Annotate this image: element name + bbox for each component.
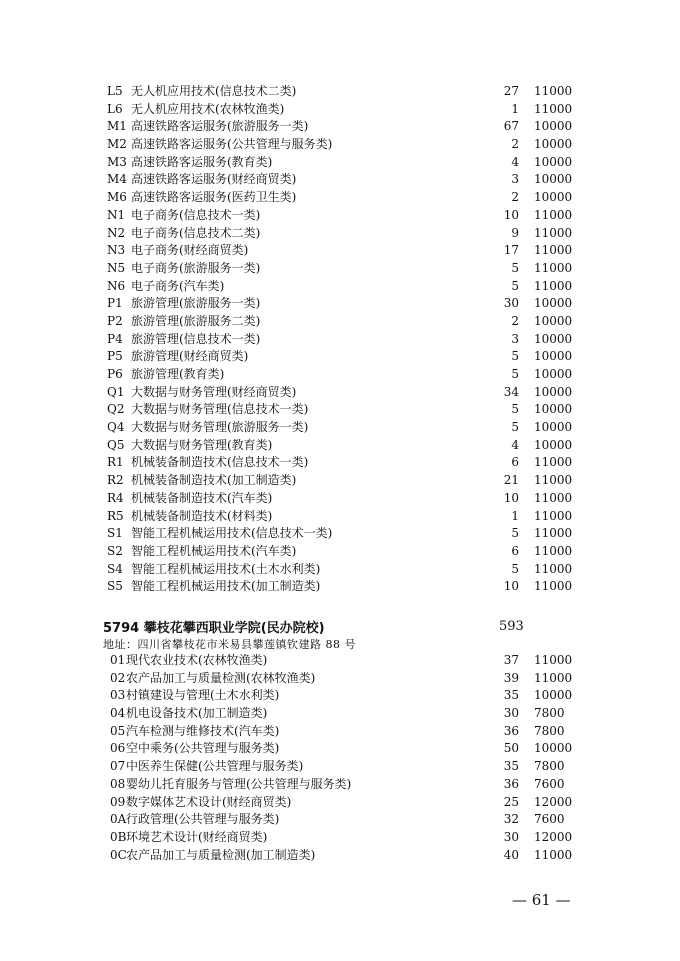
tuition-fee: 11000 bbox=[534, 653, 573, 667]
major-name: 机械装备制造技术(材料类) bbox=[131, 508, 273, 523]
major-code: M1 bbox=[107, 119, 127, 134]
major-code: P6 bbox=[107, 367, 123, 381]
major-code: 0B bbox=[110, 829, 127, 844]
page-number: — 61 — bbox=[512, 891, 571, 909]
major-list-previous-school bbox=[0, 83, 680, 596]
major-name: 智能工程机械运用技术(汽车类) bbox=[131, 543, 297, 558]
major-name: 机械装备制造技术(汽车类) bbox=[131, 490, 273, 505]
tuition-fee: 11000 bbox=[534, 579, 573, 594]
tuition-fee: 11000 bbox=[534, 260, 573, 275]
school-address: 地址：四川省攀枝花市米易县攀莲镇钦建路 88 号 bbox=[103, 638, 356, 651]
tuition-fee: 10000 bbox=[534, 119, 573, 134]
table-row bbox=[0, 101, 680, 119]
tuition-fee: 10000 bbox=[534, 172, 573, 187]
table-row bbox=[0, 437, 680, 455]
major-name: 大数据与财务管理(信息技术一类) bbox=[131, 402, 309, 417]
enrollment-count: 2 bbox=[511, 190, 519, 205]
enrollment-count: 37 bbox=[503, 653, 519, 667]
table-row bbox=[0, 384, 680, 402]
table-row bbox=[0, 847, 680, 865]
major-code: M3 bbox=[107, 154, 127, 169]
enrollment-count: 30 bbox=[503, 296, 519, 311]
major-code: N2 bbox=[107, 225, 126, 240]
enrollment-count: 32 bbox=[503, 812, 519, 827]
table-row bbox=[0, 472, 680, 490]
table-row bbox=[0, 794, 680, 812]
major-name: 智能工程机械运用技术(加工制造类) bbox=[131, 579, 321, 594]
tuition-fee: 7600 bbox=[534, 776, 565, 791]
table-row bbox=[0, 758, 680, 776]
tuition-fee: 7800 bbox=[534, 706, 565, 721]
table-row bbox=[0, 490, 680, 508]
table-row bbox=[0, 171, 680, 189]
tuition-fee: 10000 bbox=[534, 437, 573, 452]
enrollment-count: 17 bbox=[503, 243, 519, 258]
major-name: 空中乘务(公共管理与服务类) bbox=[126, 741, 280, 756]
table-row bbox=[0, 705, 680, 723]
major-code: 0A bbox=[110, 812, 127, 827]
enrollment-count: 27 bbox=[503, 84, 519, 98]
major-code: R1 bbox=[107, 455, 124, 470]
table-row bbox=[0, 331, 680, 349]
major-code: Q5 bbox=[107, 437, 125, 452]
major-name: 无人机应用技术(农林牧渔类) bbox=[131, 101, 285, 116]
major-name: 智能工程机械运用技术(信息技术一类) bbox=[131, 526, 333, 541]
table-row bbox=[0, 454, 680, 472]
tuition-fee: 11000 bbox=[534, 278, 573, 293]
tuition-fee: 11000 bbox=[534, 473, 573, 488]
table-row bbox=[0, 561, 680, 579]
table-row bbox=[0, 687, 680, 705]
enrollment-count: 5 bbox=[511, 526, 519, 541]
enrollment-count: 5 bbox=[511, 402, 519, 417]
table-row bbox=[0, 260, 680, 278]
table-row bbox=[0, 278, 680, 296]
table-row bbox=[0, 543, 680, 561]
major-code: L5 bbox=[107, 84, 123, 98]
enrollment-count: 10 bbox=[503, 207, 519, 222]
enrollment-count: 3 bbox=[511, 172, 519, 187]
tuition-fee: 11000 bbox=[534, 101, 573, 116]
table-row bbox=[0, 525, 680, 543]
major-name: 行政管理(公共管理与服务类) bbox=[126, 812, 280, 827]
enrollment-count: 30 bbox=[503, 706, 519, 721]
major-code: N3 bbox=[107, 243, 126, 258]
major-list-panxi-college bbox=[0, 652, 680, 864]
major-code: Q2 bbox=[107, 402, 125, 417]
major-name: 高速铁路客运服务(公共管理与服务类) bbox=[131, 137, 333, 152]
enrollment-count: 30 bbox=[503, 829, 519, 844]
major-name: 电子商务(信息技术二类) bbox=[131, 225, 261, 240]
table-row bbox=[0, 776, 680, 794]
tuition-fee: 11000 bbox=[534, 543, 573, 558]
table-row bbox=[0, 83, 680, 101]
table-row bbox=[0, 189, 680, 207]
table-row bbox=[0, 136, 680, 154]
enrollment-count: 39 bbox=[503, 670, 519, 685]
enrollment-count: 10 bbox=[503, 490, 519, 505]
major-code: P2 bbox=[107, 313, 123, 328]
tuition-fee: 11000 bbox=[534, 225, 573, 240]
school-heading: 5794 攀枝花攀西职业学院(民办院校) bbox=[103, 621, 325, 636]
enrollment-count: 6 bbox=[511, 455, 519, 470]
major-name: 环境艺术设计(财经商贸类) bbox=[126, 829, 268, 844]
major-name: 大数据与财务管理(教育类) bbox=[131, 437, 273, 452]
tuition-fee: 11000 bbox=[534, 243, 573, 258]
enrollment-count: 5 bbox=[511, 349, 519, 364]
enrollment-count: 35 bbox=[503, 688, 519, 703]
major-name: 高速铁路客运服务(旅游服务一类) bbox=[131, 119, 309, 134]
enrollment-count: 2 bbox=[511, 313, 519, 328]
table-row bbox=[0, 242, 680, 260]
major-name: 电子商务(财经商贸类) bbox=[131, 243, 249, 258]
tuition-fee: 11000 bbox=[534, 670, 573, 685]
enrollment-count: 5 bbox=[511, 420, 519, 435]
enrollment-count: 36 bbox=[503, 776, 519, 791]
major-name: 智能工程机械运用技术(土木水利类) bbox=[131, 561, 321, 576]
table-row bbox=[0, 578, 680, 596]
enrollment-count: 5 bbox=[511, 367, 519, 381]
tuition-fee: 10000 bbox=[534, 384, 573, 399]
enrollment-count: 1 bbox=[511, 101, 519, 116]
major-code: M2 bbox=[107, 137, 127, 152]
major-name: 电子商务(旅游服务一类) bbox=[131, 260, 261, 275]
major-name: 数字媒体艺术设计(财经商贸类) bbox=[126, 794, 292, 809]
table-row bbox=[0, 508, 680, 526]
major-name: 旅游管理(信息技术一类) bbox=[131, 331, 261, 346]
major-code: S2 bbox=[107, 543, 123, 558]
major-name: 机械装备制造技术(信息技术一类) bbox=[131, 455, 309, 470]
table-row bbox=[0, 670, 680, 688]
major-name: 村镇建设与管理(土木水利类) bbox=[126, 688, 280, 703]
enrollment-count: 5 bbox=[511, 278, 519, 293]
enrollment-count: 10 bbox=[503, 579, 519, 594]
major-name: 电子商务(汽车类) bbox=[131, 278, 225, 293]
tuition-fee: 10000 bbox=[534, 367, 573, 381]
enrollment-count: 21 bbox=[503, 473, 519, 488]
table-row bbox=[0, 295, 680, 313]
tuition-fee: 11000 bbox=[534, 508, 573, 523]
enrollment-count: 1 bbox=[511, 508, 519, 523]
major-code: P5 bbox=[107, 349, 123, 364]
major-name: 农产品加工与质量检测(农林牧渔类) bbox=[126, 670, 316, 685]
tuition-fee: 10000 bbox=[534, 349, 573, 364]
enrollment-count: 50 bbox=[503, 741, 519, 756]
tuition-fee: 11000 bbox=[534, 526, 573, 541]
major-code: 01 bbox=[110, 653, 126, 667]
tuition-fee: 12000 bbox=[534, 794, 573, 809]
tuition-fee: 11000 bbox=[534, 84, 573, 98]
enrollment-count: 40 bbox=[503, 847, 519, 862]
major-name: 无人机应用技术(信息技术二类) bbox=[131, 84, 297, 98]
enrollment-count: 4 bbox=[511, 154, 519, 169]
major-code: N6 bbox=[107, 278, 126, 293]
tuition-fee: 11000 bbox=[534, 490, 573, 505]
table-row bbox=[0, 723, 680, 741]
table-row bbox=[0, 348, 680, 366]
table-row bbox=[0, 401, 680, 419]
major-name: 中医养生保健(公共管理与服务类) bbox=[126, 759, 304, 774]
major-code: N5 bbox=[107, 260, 126, 275]
tuition-fee: 10000 bbox=[534, 688, 573, 703]
major-code: S4 bbox=[107, 561, 123, 576]
enrollment-count: 3 bbox=[511, 331, 519, 346]
enrollment-count: 34 bbox=[503, 384, 519, 399]
tuition-fee: 7800 bbox=[534, 759, 565, 774]
major-name: 机电设备技术(加工制造类) bbox=[126, 706, 268, 721]
major-code: 06 bbox=[110, 741, 126, 756]
major-code: M4 bbox=[107, 172, 127, 187]
major-code: P1 bbox=[107, 296, 123, 311]
enrollment-count: 2 bbox=[511, 137, 519, 152]
major-code: Q4 bbox=[107, 420, 125, 435]
tuition-fee: 10000 bbox=[534, 420, 573, 435]
major-name: 大数据与财务管理(财经商贸类) bbox=[131, 384, 297, 399]
tuition-fee: 10000 bbox=[534, 741, 573, 756]
major-name: 农产品加工与质量检测(加工制造类) bbox=[126, 847, 316, 862]
enrollment-count: 67 bbox=[503, 119, 519, 134]
table-row bbox=[0, 366, 680, 384]
table-row bbox=[0, 652, 680, 670]
major-code: R2 bbox=[107, 473, 124, 488]
tuition-fee: 11000 bbox=[534, 561, 573, 576]
major-code: Q1 bbox=[107, 384, 125, 399]
major-code: 05 bbox=[110, 723, 126, 738]
major-name: 现代农业技术(农林牧渔类) bbox=[126, 653, 268, 667]
table-row bbox=[0, 740, 680, 758]
tuition-fee: 10000 bbox=[534, 313, 573, 328]
tuition-fee: 7600 bbox=[534, 812, 565, 827]
enrollment-count: 5 bbox=[511, 260, 519, 275]
tuition-fee: 7800 bbox=[534, 723, 565, 738]
major-name: 高速铁路客运服务(医药卫生类) bbox=[131, 190, 297, 205]
table-row bbox=[0, 118, 680, 136]
table-row bbox=[0, 225, 680, 243]
major-code: N1 bbox=[107, 207, 126, 222]
table-row bbox=[0, 811, 680, 829]
major-code: 08 bbox=[110, 776, 126, 791]
enrollment-count: 25 bbox=[503, 794, 519, 809]
major-name: 旅游管理(旅游服务二类) bbox=[131, 313, 261, 328]
major-name: 旅游管理(财经商贸类) bbox=[131, 349, 249, 364]
major-code: R5 bbox=[107, 508, 124, 523]
school-total-count: 593 bbox=[499, 619, 524, 634]
major-name: 汽车检测与维修技术(汽车类) bbox=[126, 723, 280, 738]
major-code: 09 bbox=[110, 794, 126, 809]
tuition-fee: 12000 bbox=[534, 829, 573, 844]
tuition-fee: 10000 bbox=[534, 331, 573, 346]
tuition-fee: 11000 bbox=[534, 455, 573, 470]
tuition-fee: 11000 bbox=[534, 847, 573, 862]
enrollment-count: 35 bbox=[503, 759, 519, 774]
table-row bbox=[0, 419, 680, 437]
major-code: 04 bbox=[110, 706, 126, 721]
tuition-fee: 10000 bbox=[534, 296, 573, 311]
major-code: 02 bbox=[110, 670, 126, 685]
major-code: 07 bbox=[110, 759, 126, 774]
tuition-fee: 10000 bbox=[534, 402, 573, 417]
table-row bbox=[0, 207, 680, 225]
tuition-fee: 10000 bbox=[534, 137, 573, 152]
major-name: 婴幼儿托育服务与管理(公共管理与服务类) bbox=[126, 776, 352, 791]
major-code: L6 bbox=[107, 101, 123, 116]
table-row bbox=[0, 313, 680, 331]
tuition-fee: 10000 bbox=[534, 190, 573, 205]
major-name: 旅游管理(教育类) bbox=[131, 367, 225, 381]
major-name: 高速铁路客运服务(教育类) bbox=[131, 154, 273, 169]
table-row bbox=[0, 829, 680, 847]
major-name: 高速铁路客运服务(财经商贸类) bbox=[131, 172, 297, 187]
tuition-fee: 10000 bbox=[534, 154, 573, 169]
major-code: M6 bbox=[107, 190, 127, 205]
major-code: R4 bbox=[107, 490, 124, 505]
enrollment-count: 4 bbox=[511, 437, 519, 452]
enrollment-count: 5 bbox=[511, 561, 519, 576]
table-row bbox=[0, 154, 680, 172]
major-name: 大数据与财务管理(旅游服务一类) bbox=[131, 420, 309, 435]
enrollment-count: 6 bbox=[511, 543, 519, 558]
major-code: 03 bbox=[110, 688, 126, 703]
tuition-fee: 11000 bbox=[534, 207, 573, 222]
major-code: P4 bbox=[107, 331, 123, 346]
major-name: 电子商务(信息技术一类) bbox=[131, 207, 261, 222]
major-code: 0C bbox=[110, 847, 127, 862]
enrollment-count: 36 bbox=[503, 723, 519, 738]
major-name: 机械装备制造技术(加工制造类) bbox=[131, 473, 297, 488]
enrollment-count: 9 bbox=[511, 225, 519, 240]
major-code: S1 bbox=[107, 526, 123, 541]
major-name: 旅游管理(旅游服务一类) bbox=[131, 296, 261, 311]
major-code: S5 bbox=[107, 579, 123, 594]
